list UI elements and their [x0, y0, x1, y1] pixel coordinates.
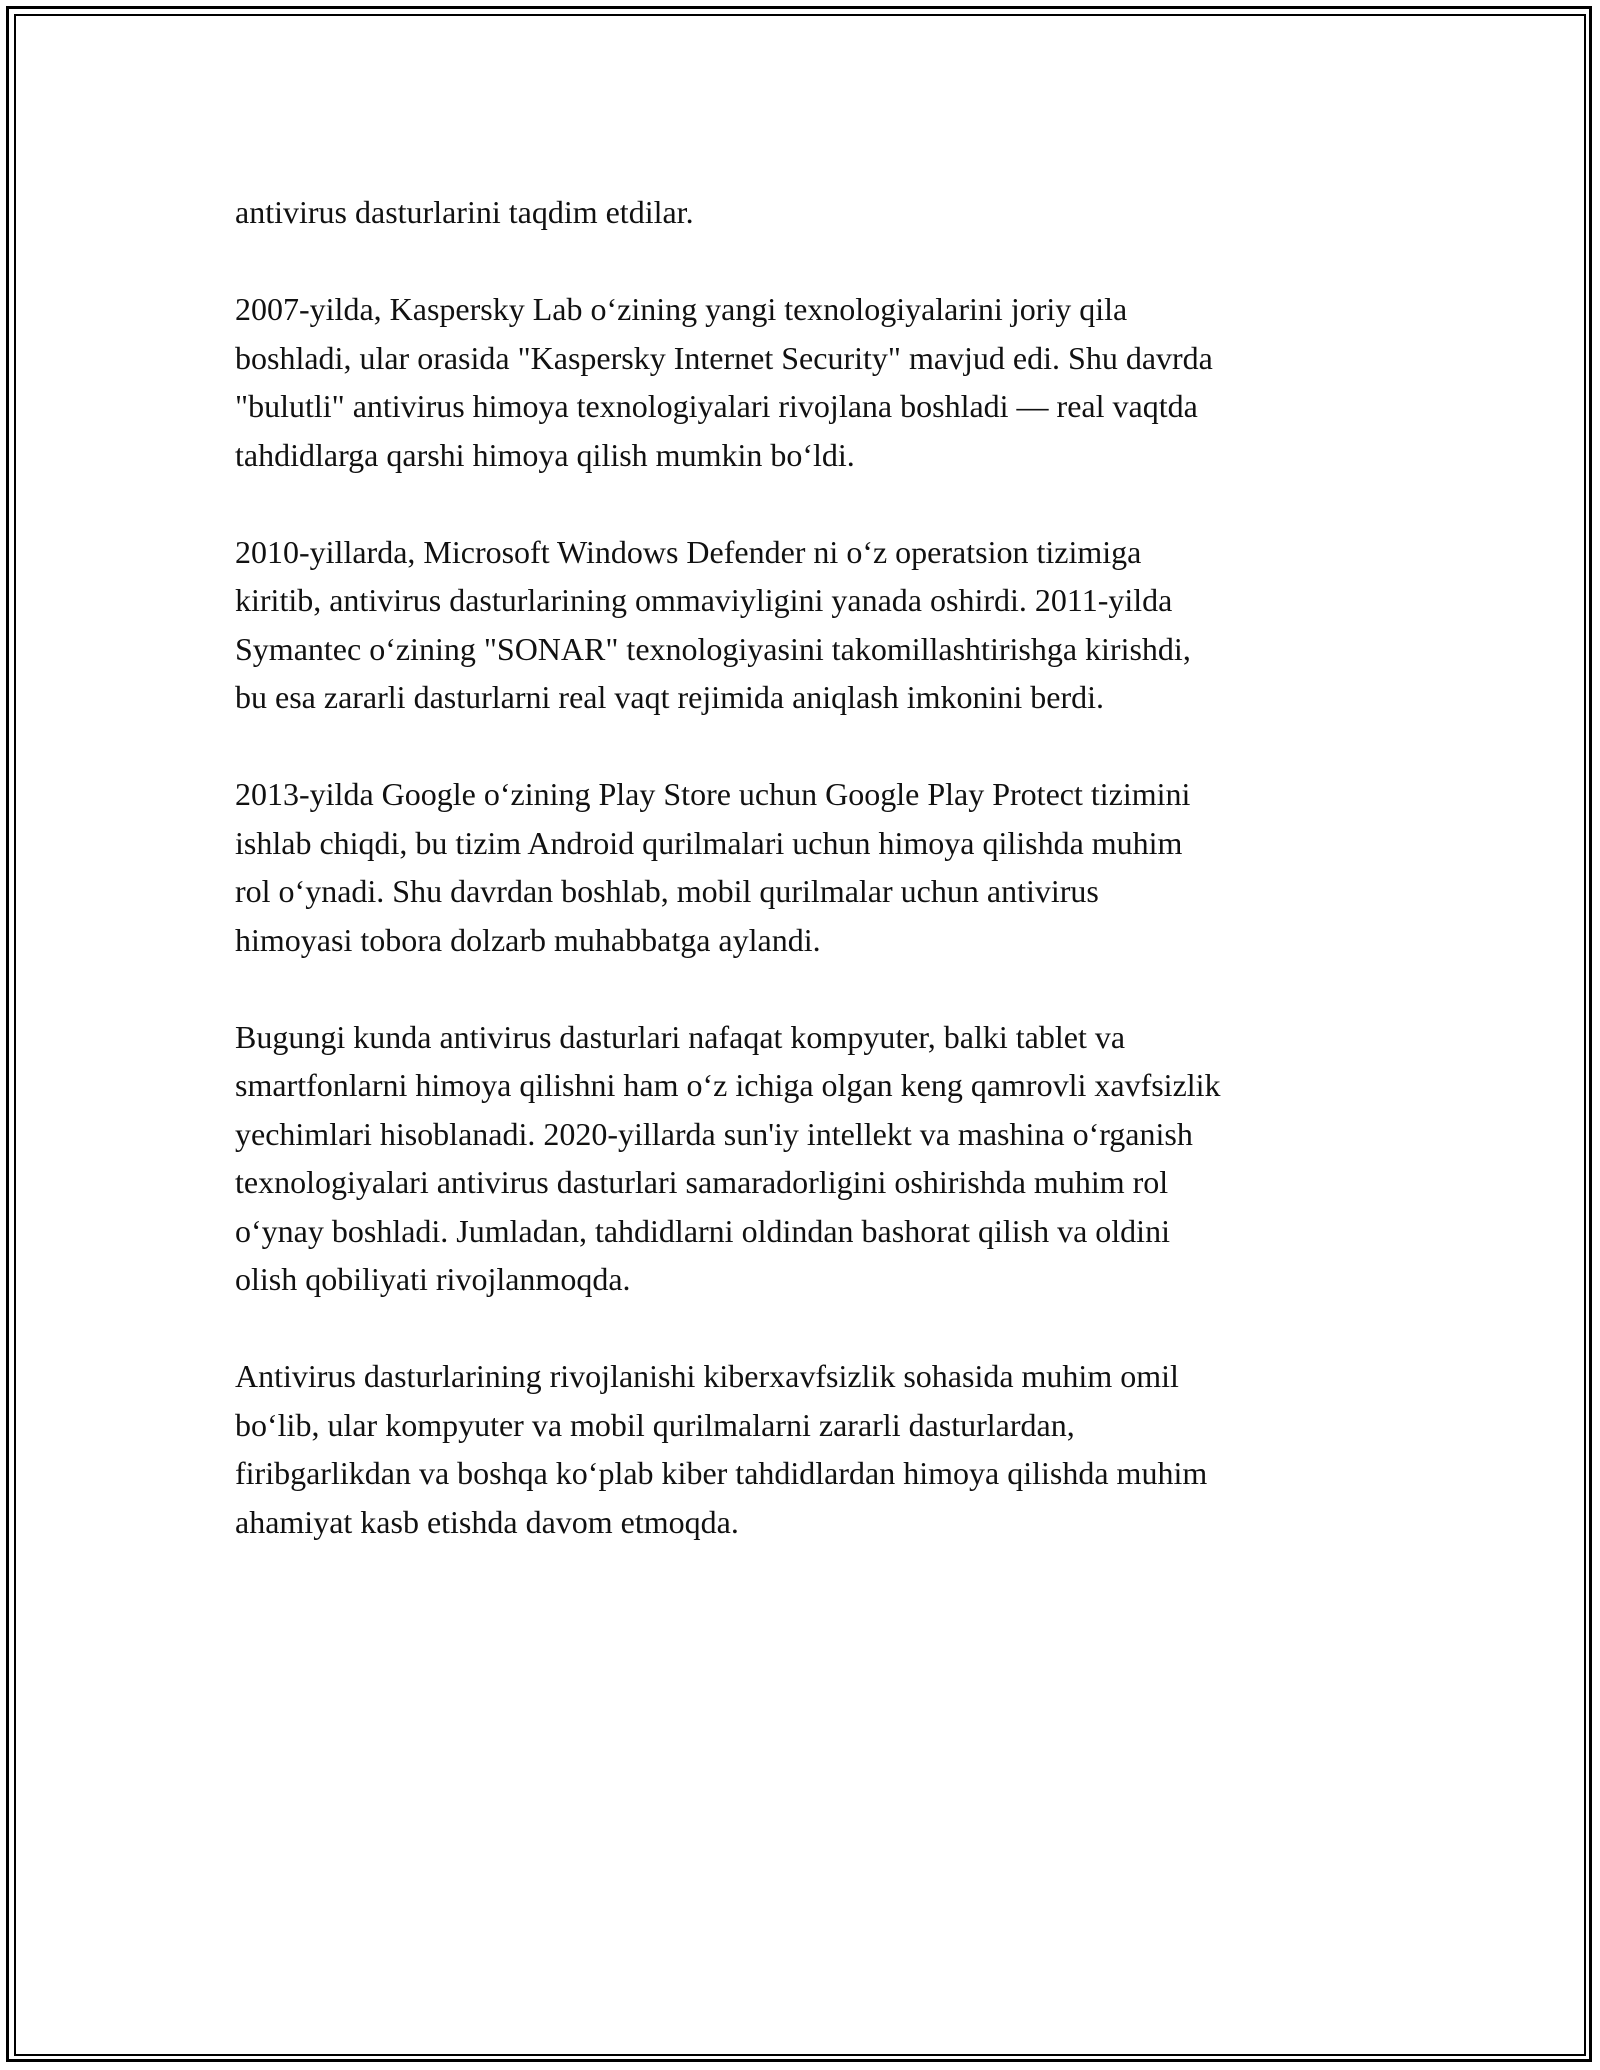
text-line: smartfonlarni himoya qilishni ham o‘z ichiga olgan keng qamrovli xavfsizlik — [235, 1067, 1221, 1103]
text-line: himoyasi tobora dolzarb muhabbatga aylandi. — [235, 921, 821, 958]
text-line: boshladi, ular orasida "Kaspersky Internet Security" mavjud edi. Shu davrda — [235, 339, 1213, 376]
text-line: bu esa zararli dasturlarni real vaqt rejimida aniqlash imkonini berdi. — [235, 679, 1105, 715]
paragraph-conclusion — [235, 1352, 1415, 1546]
text-line: "bulutli" antivirus himoya texnologiyalari rivojlana boshladi — real vaqtda — [235, 388, 1198, 424]
text-line: ishlab chiqdi, bu tizim Android qurilmalari uchun himoya qilishda muhim — [235, 824, 1183, 861]
text-line: ahamiyat kasb etishda davom etmoqda. — [235, 1503, 739, 1540]
text-line: bo‘lib, ular kompyuter va mobil qurilmalarni zararli dasturlardan, — [235, 1406, 1075, 1443]
text-line: olish qobiliyati rivojlanmoqda. — [235, 1261, 631, 1297]
text-line: rol o‘ynadi. Shu davrdan boshlab, mobil qurilmalar uchun antivirus — [235, 873, 1099, 909]
text-line: 2007-yilda, Kaspersky Lab o‘zining yangi texnologiyalarini joriy qila — [235, 291, 1128, 327]
text-line: kiritib, antivirus dasturlarining ommaviyligini yanada oshirdi. 2011-yilda — [235, 582, 1173, 618]
text-line: Bugungi kunda antivirus dasturlari nafaqat kompyuter, balki tablet va — [235, 1018, 1126, 1055]
paragraph-2010 — [235, 528, 1415, 722]
paragraph-today — [235, 1013, 1415, 1304]
text-line: o‘ynay boshladi. Jumladan, tahdidlarni oldindan bashorat qilish va oldini — [235, 1212, 1170, 1249]
text-line: Symantec o‘zining "SONAR" texnologiyasini takomillashtirishga kirishdi, — [235, 630, 1191, 667]
paragraph-2013 — [235, 770, 1415, 964]
paragraph-2007 — [235, 285, 1415, 479]
text-line: texnologiyalari antivirus dasturlari samaradorligini oshirishda muhim rol — [235, 1164, 1169, 1200]
text-line: yechimlari hisoblanadi. 2020-yillarda sun'iy intellekt va mashina o‘rganish — [235, 1115, 1193, 1152]
text-line: 2013-yilda Google o‘zining Play Store uchun Google Play Protect tizimini — [235, 776, 1191, 812]
text-line: tahdidlarga qarshi himoya qilish mumkin bo‘ldi. — [235, 436, 855, 473]
text-line: firibgarlikdan va boshqa ko‘plab kiber tahdidlardan himoya qilishda muhim — [235, 1455, 1208, 1491]
paragraph-intro-tail — [235, 188, 1415, 237]
text-line: antivirus dasturlarini taqdim etdilar. — [235, 194, 694, 230]
document-body — [235, 188, 1415, 1595]
text-line: Antivirus dasturlarining rivojlanishi kiberxavfsizlik sohasida muhim omil — [235, 1358, 1179, 1394]
text-line: 2010-yillarda, Microsoft Windows Defender ni o‘z operatsion tizimiga — [235, 533, 1142, 570]
